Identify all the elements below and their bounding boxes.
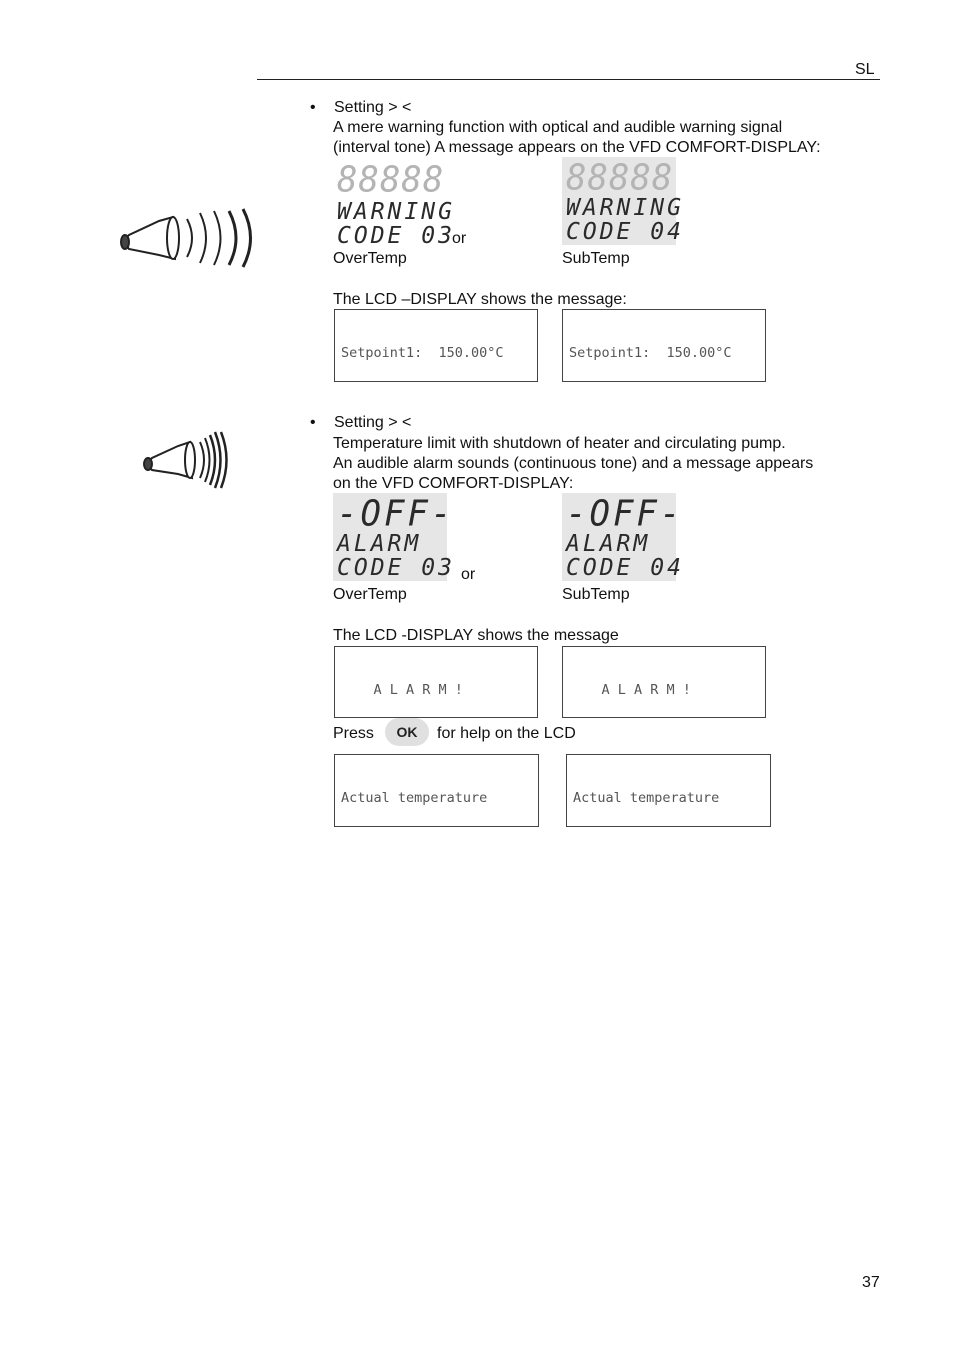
lcd-display-subtemp <box>562 309 766 382</box>
lcd-line: Setpoint1: 150.00°C <box>569 345 732 361</box>
description-line: Temperature limit with shutdown of heater and circulating pump. <box>333 435 786 452</box>
vfd-line1: WARNING <box>566 195 684 221</box>
vfd-line1: WARNING <box>337 199 455 225</box>
vfd-display-alarm-subtemp <box>562 492 684 581</box>
caption-subtemp: SubTemp <box>562 250 630 267</box>
help-label: for help on the LCD <box>437 725 576 742</box>
vfd-off: -OFF- <box>337 492 455 535</box>
lcd-display-alarm-overtemp <box>334 646 538 718</box>
section-code: SL <box>855 61 875 78</box>
lcd-intro: The LCD -DISPLAY shows the message <box>333 627 619 644</box>
setting-line: Setting > < <box>334 414 412 431</box>
lcd-help-overtemp <box>334 754 539 827</box>
vfd-display-warning-overtemp <box>333 158 455 249</box>
vfd-line2: CODE 04 <box>566 219 684 245</box>
vfd-line2: CODE 03 <box>337 555 455 581</box>
lcd-help-subtemp <box>566 754 771 827</box>
bullet: • <box>310 99 316 116</box>
vfd-off: -OFF- <box>566 492 684 535</box>
or-text: or <box>452 230 467 247</box>
lcd-line: Actual temperature <box>341 790 488 806</box>
caption-overtemp: OverTemp <box>333 250 407 267</box>
or-text: or <box>461 566 476 583</box>
vfd-line1: ALARM <box>566 531 651 557</box>
lcd-display-alarm-subtemp <box>562 646 766 718</box>
description-line: on the VFD COMFORT-DISPLAY: <box>333 475 574 492</box>
vfd-line1: ALARM <box>337 531 422 557</box>
caption-subtemp: SubTemp <box>562 586 630 603</box>
caption-overtemp: OverTemp <box>333 586 407 603</box>
horn-continuous-tone-icon <box>138 428 238 490</box>
vfd-line2: CODE 03 <box>337 223 455 249</box>
header-rule <box>257 79 880 80</box>
vfd-digits: 88888 <box>566 156 674 199</box>
description-line: A mere warning function with optical and audible warning signal <box>333 119 783 136</box>
lcd-line: A L A R M ! <box>569 682 691 698</box>
lcd-intro: The LCD –DISPLAY shows the message: <box>333 291 627 308</box>
vfd-display-warning-subtemp <box>562 156 684 245</box>
page-number: 37 <box>862 1274 880 1291</box>
horn-interval-tone-icon <box>115 205 260 270</box>
vfd-digits: 88888 <box>337 158 445 201</box>
lcd-line: Setpoint1: 150.00°C <box>341 345 504 361</box>
lcd-line: A L A R M ! <box>341 682 463 698</box>
lcd-display-overtemp <box>334 309 538 382</box>
vfd-line2: CODE 04 <box>566 555 684 581</box>
setting-line: Setting > < <box>334 99 412 116</box>
ok-button[interactable]: OK <box>385 718 429 746</box>
vfd-display-alarm-overtemp <box>333 492 455 581</box>
description-line: (interval tone) A message appears on the VFD COMFORT-DISPLAY: <box>333 139 821 156</box>
press-label: Press <box>333 725 374 742</box>
lcd-line: Actual temperature <box>573 790 720 806</box>
description-line: An audible alarm sounds (continuous tone) and a message appears <box>333 455 814 472</box>
bullet: • <box>310 414 316 431</box>
